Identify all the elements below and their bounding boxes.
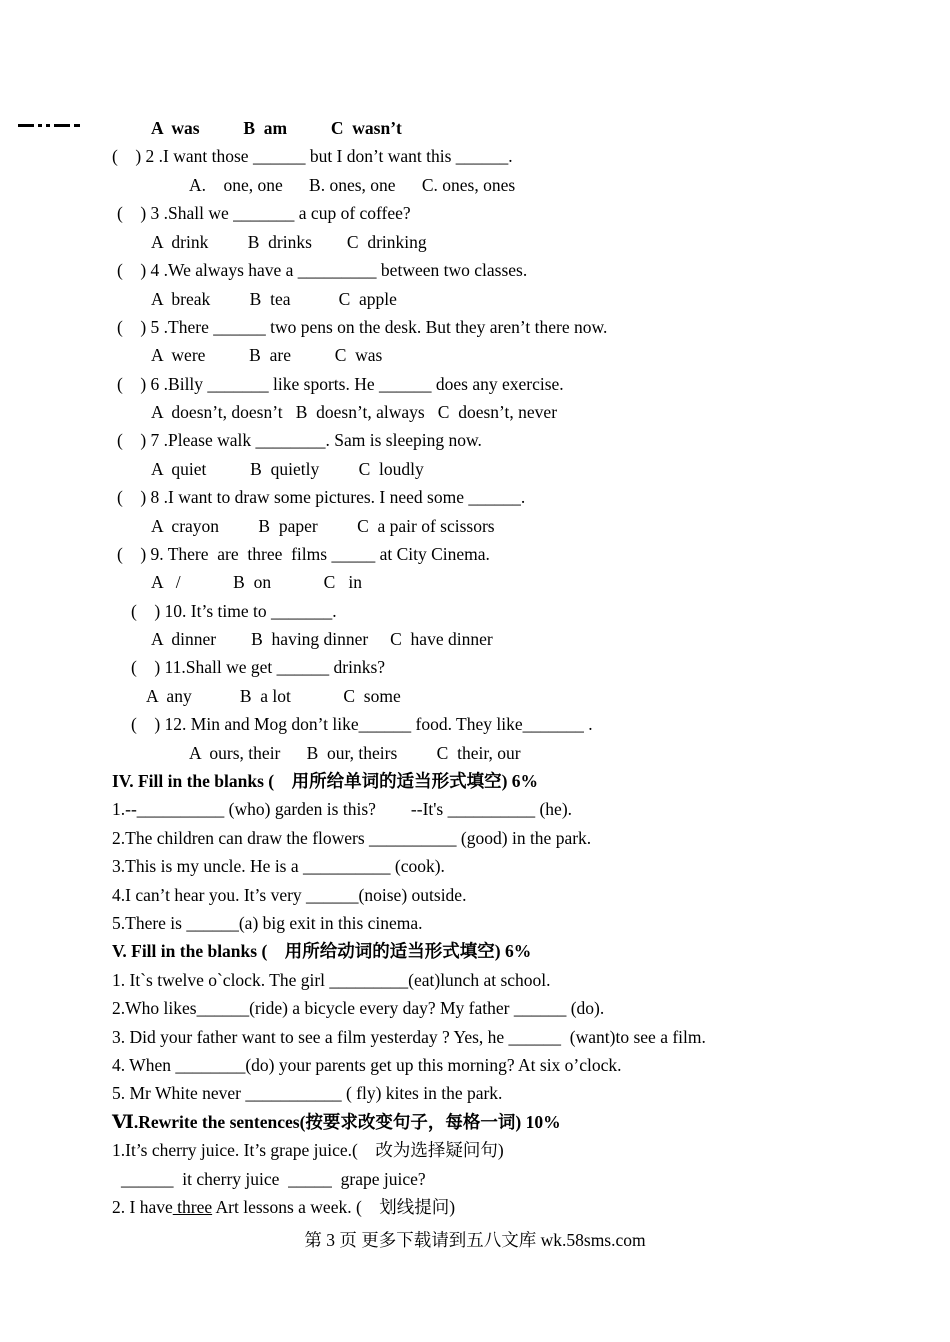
page-footer: 第 3 页 更多下载请到五八文库 wk.58sms.com	[304, 1230, 646, 1250]
section-4-item: 1.--__________ (who) garden is this? --It's __________ (he).	[112, 799, 573, 819]
item2-underlined-word: three	[172, 1197, 213, 1217]
section-6-title-text: .Rewrite the sentences(按要求改变句子，每格一词) 10%	[133, 1112, 561, 1132]
item2-prefix: 2. I have	[112, 1197, 173, 1217]
question-2-options: A. one, one B. ones, one C. ones, ones	[189, 175, 516, 195]
question-8-options: A crayon B paper C a pair of scissors	[151, 516, 495, 536]
section-4-item: 5.There is ______(a) big exit in this cinema.	[112, 913, 423, 933]
section-5-item: 2.Who likes______(ride) a bicycle every day? My father ______ (do).	[112, 998, 605, 1018]
section-5-item: 4. When ________(do) your parents get up this morning? At six o’clock.	[112, 1055, 622, 1075]
question-10-options: A dinner B having dinner C have dinner	[151, 629, 493, 649]
section-6-title	[112, 1111, 561, 1134]
question-12-options: A ours, their B our, theirs C their, our	[189, 743, 521, 763]
section-5-item: 5. Mr White never ___________ ( fly) kites in the park.	[112, 1083, 503, 1103]
question-4-stem: ( ) 4 .We always have a _________ between two classes.	[117, 260, 528, 280]
question-12-stem: ( ) 12. Min and Mog don’t like______ food. They like_______ .	[131, 714, 593, 734]
question-2-stem: ( ) 2 .I want those ______ but I don’t want this ______.	[112, 146, 513, 166]
question-6-options: A doesn’t, doesn’t B doesn’t, always C doesn’t, never	[151, 402, 558, 422]
section-5-item: 3. Did your father want to see a film yesterday ? Yes, he ______ (want)to see a film.	[112, 1027, 706, 1047]
question-6-stem: ( ) 6 .Billy _______ like sports. He ______ does any exercise.	[117, 374, 564, 394]
question-7-options: A quiet B quietly C loudly	[151, 459, 424, 479]
question-8-stem: ( ) 8 .I want to draw some pictures. I need some ______.	[117, 487, 526, 507]
q1-options: A was B am C wasn’t	[151, 118, 402, 138]
margin-dash-mark	[18, 124, 80, 127]
question-3-options: A drink B drinks C drinking	[151, 232, 427, 252]
item2-suffix: Art lessons a week. ( 划线提问)	[212, 1197, 456, 1217]
section-6-roman: Ⅵ	[112, 1112, 134, 1133]
section-6-item	[112, 1196, 455, 1218]
section-4-title: IV. Fill in the blanks ( 用所给单词的适当形式填空) 6%	[112, 771, 539, 791]
question-10-stem: ( ) 10. It’s time to _______.	[131, 601, 337, 621]
question-7-stem: ( ) 7 .Please walk ________. Sam is sleeping now.	[117, 430, 482, 450]
section-6-item: 1.It’s cherry juice. It’s grape juice.( 改为选择疑问句)	[112, 1140, 504, 1160]
question-5-stem: ( ) 5 .There ______ two pens on the desk. But they aren’t there now.	[117, 317, 608, 337]
question-5-options: A were B are C was	[151, 345, 383, 365]
question-3-stem: ( ) 3 .Shall we _______ a cup of coffee?	[117, 203, 411, 223]
question-9-options: A / B on C in	[151, 572, 362, 592]
section-4-item: 4.I can’t hear you. It’s very ______(noise) outside.	[112, 885, 467, 905]
section-5-item: 1. It`s twelve o`clock. The girl _________(eat)lunch at school.	[112, 970, 551, 990]
question-11-options: A any B a lot C some	[146, 686, 401, 706]
section-6-answer-line: ______ it cherry juice _____ grape juice?	[121, 1169, 426, 1189]
section-4-item: 2.The children can draw the flowers __________ (good) in the park.	[112, 828, 592, 848]
question-4-options: A break B tea C apple	[151, 289, 397, 309]
section-5-title: V. Fill in the blanks ( 用所给动词的适当形式填空) 6%	[112, 941, 532, 961]
question-11-stem: ( ) 11.Shall we get ______ drinks?	[131, 657, 386, 677]
question-9-stem: ( ) 9. There are three films _____ at City Cinema.	[117, 544, 490, 564]
section-4-item: 3.This is my uncle. He is a __________ (cook).	[112, 856, 445, 876]
